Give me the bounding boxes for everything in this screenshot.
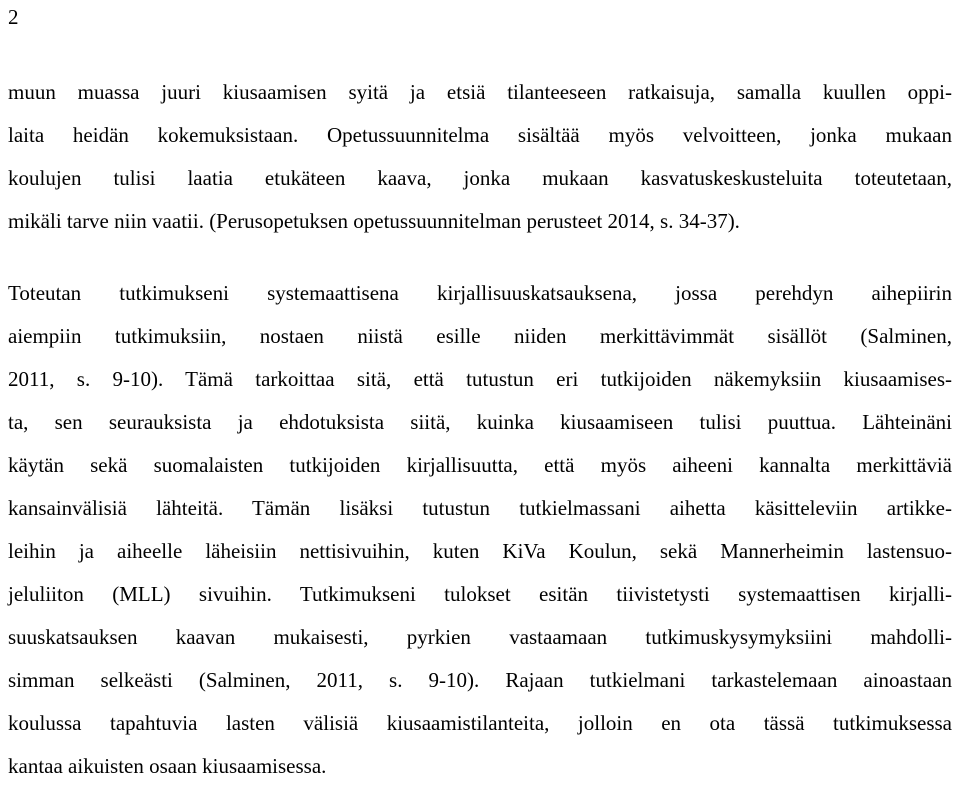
paragraph-2-line: koulussa tapahtuvia lasten välisiä kiusaamistilanteita, jolloin en ota tässä tutkimuksessa: [8, 711, 952, 735]
paragraph-2-line: leihin ja aiheelle läheisiin nettisivuihin, kuten KiVa Koulun, sekä Mannerheimin lastensuo-: [8, 539, 952, 563]
paragraph-2-line: ta, sen seurauksista ja ehdotuksista siitä, kuinka kiusaamiseen tulisi puuttua. Lähteinäni: [8, 410, 952, 434]
paragraph-1-line: muun muassa juuri kiusaamisen syitä ja etsiä tilanteeseen ratkaisuja, samalla kuullen oppi-: [8, 80, 952, 104]
paragraph-2-line: aiempiin tutkimuksiin, nostaen niistä esille niiden merkittävimmät sisällöt (Salminen,: [8, 324, 952, 348]
paragraph-2-line: jeluliiton (MLL) sivuihin. Tutkimukseni tulokset esitän tiivistetysti systemaattisen kirjalli-: [8, 582, 952, 606]
paragraph-2-line: suuskatsauksen kaavan mukaisesti, pyrkien vastaamaan tutkimuskysymyksiini mahdolli-: [8, 625, 952, 649]
paragraph-2-line: 2011, s. 9-10). Tämä tarkoittaa sitä, että tutustun eri tutkijoiden näkemyksiin kiusaamises-: [8, 367, 952, 391]
paragraph-2-line: kantaa aikuisten osaan kiusaamisessa.: [8, 754, 327, 778]
paragraph-2-line: käytän sekä suomalaisten tutkijoiden kirjallisuutta, että myös aiheeni kannalta merkittäviä: [8, 453, 952, 477]
paragraph-2-line: simman selkeästi (Salminen, 2011, s. 9-10). Rajaan tutkielmani tarkastelemaan ainoastaan: [8, 668, 952, 692]
paragraph-2-line: kansainvälisiä lähteitä. Tämän lisäksi tutustun tutkielmassani aihetta käsitteleviin artikke-: [8, 496, 952, 520]
paragraph-2-line: Toteutan tutkimukseni systemaattisena kirjallisuuskatsauksena, jossa perehdyn aihepiirin: [8, 281, 952, 305]
page-number: 2: [8, 5, 19, 29]
paragraph-1-line: laita heidän kokemuksistaan. Opetussuunnitelma sisältää myös velvoitteen, jonka mukaan: [8, 123, 952, 147]
paragraph-1-line: mikäli tarve niin vaatii. (Perusopetuksen opetussuunnitelman perusteet 2014, s. 34-37).: [8, 209, 740, 233]
paragraph-1-line: koulujen tulisi laatia etukäteen kaava, jonka mukaan kasvatuskeskusteluita toteutetaan,: [8, 166, 952, 190]
